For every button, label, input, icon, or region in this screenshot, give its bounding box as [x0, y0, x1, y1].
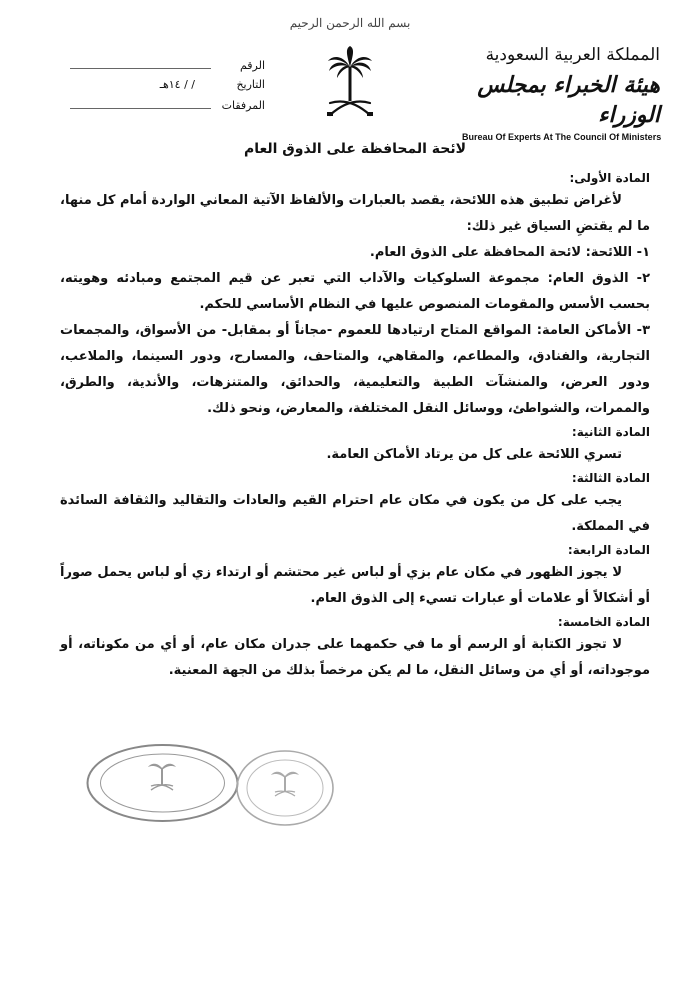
article-3-text: يجب على كل من يكون في مكان عام احترام القيم والعادات والتقاليد والثقافة السائدة في المملكة.	[60, 493, 650, 534]
date-value: / / ١٤هـ	[159, 78, 195, 91]
bismillah: بسم الله الرحمن الرحيم	[289, 16, 411, 30]
article-3-heading: المادة الثالثة:	[571, 471, 650, 485]
official-seal-right	[235, 748, 335, 828]
article-4-heading: المادة الرابعة:	[567, 543, 650, 557]
article-1-heading: المادة الأولى:	[569, 171, 650, 185]
bureau-name-arabic: هيئة الخبراء بمجلس الوزراء	[477, 72, 660, 128]
article-1-item-3: ٣- الأماكن العامة: المواقع المتاح ارتيادها للعموم -مجاناً أو بمقابل- من الأسواق، والمجمعات التجارية، والفنادق، والمطاعم، والمقاهي، والمتاحف، والمسارح، ودور السينما، والملاعب، ودور العرض، والمنشآت الطبية والتعليمية، والحدائق، والمتنزهات، والأندية، والطرق، والممرات، والشواطئ، ووسائل النقل المختلفة، والمعارض، ونحو ذلك.	[60, 323, 650, 416]
saudi-emblem-icon	[325, 45, 375, 120]
attachments-label: المرفقات	[221, 99, 265, 112]
letterhead-fields	[70, 58, 265, 118]
article-2-heading: المادة الثانية:	[571, 425, 650, 439]
number-label: الرقم	[239, 59, 265, 72]
article-1-item-1: ١- اللائحة: لائحة المحافظة على الذوق العام.	[369, 245, 650, 260]
document-title: لائحة المحافظة على الذوق العام	[243, 141, 467, 157]
bureau-name-english: Bureau Of Experts At The Council Of Ministers	[462, 132, 662, 142]
attachments-blank	[70, 98, 211, 109]
article-2-text: تسري اللائحة على كل من يرتاد الأماكن العامة.	[326, 447, 622, 462]
document-body	[60, 138, 650, 684]
article-4-text: لا يجوز الظهور في مكان عام بزي أو لباس غير محتشم أو ارتداء زي أو لباس يحمل صوراً أو أشكالاً أو علامات أو عبارات تسيء إلى الذوق العام.	[60, 565, 650, 606]
official-seal-left	[85, 742, 240, 824]
date-label: التاريخ	[236, 78, 265, 91]
attachments-line	[70, 98, 265, 118]
number-blank	[70, 58, 211, 69]
article-1-item-2: ٢- الذوق العام: مجموعة السلوكيات والآداب التي تعبر عن قيم المجتمع ومبادئه وهويته، بحسب الأسس والمقومات المنصوص عليها في النظام الأساسي للحكم.	[60, 271, 650, 312]
date-line	[70, 78, 265, 98]
article-5-text: لا تجوز الكتابة أو الرسم أو ما في حكمهما على جدران مكان عام، أو أي من مكوناته، أو موجوداته، أو أي من وسائل النقل، ما لم يكن مرخصاً بذلك من الجهة المعنية.	[60, 637, 650, 678]
kingdom-name: المملكة العربية السعودية	[485, 45, 660, 65]
article-1-intro: لأغراض تطبيق هذه اللائحة، يقصد بالعبارات والألفاظ الآتية المعاني الواردة أمام كل منها، ما لم يقتضِ السياق غير ذلك:	[60, 193, 650, 234]
number-line	[70, 58, 265, 78]
letterhead-right	[460, 44, 660, 142]
article-5-heading: المادة الخامسة:	[557, 615, 650, 629]
